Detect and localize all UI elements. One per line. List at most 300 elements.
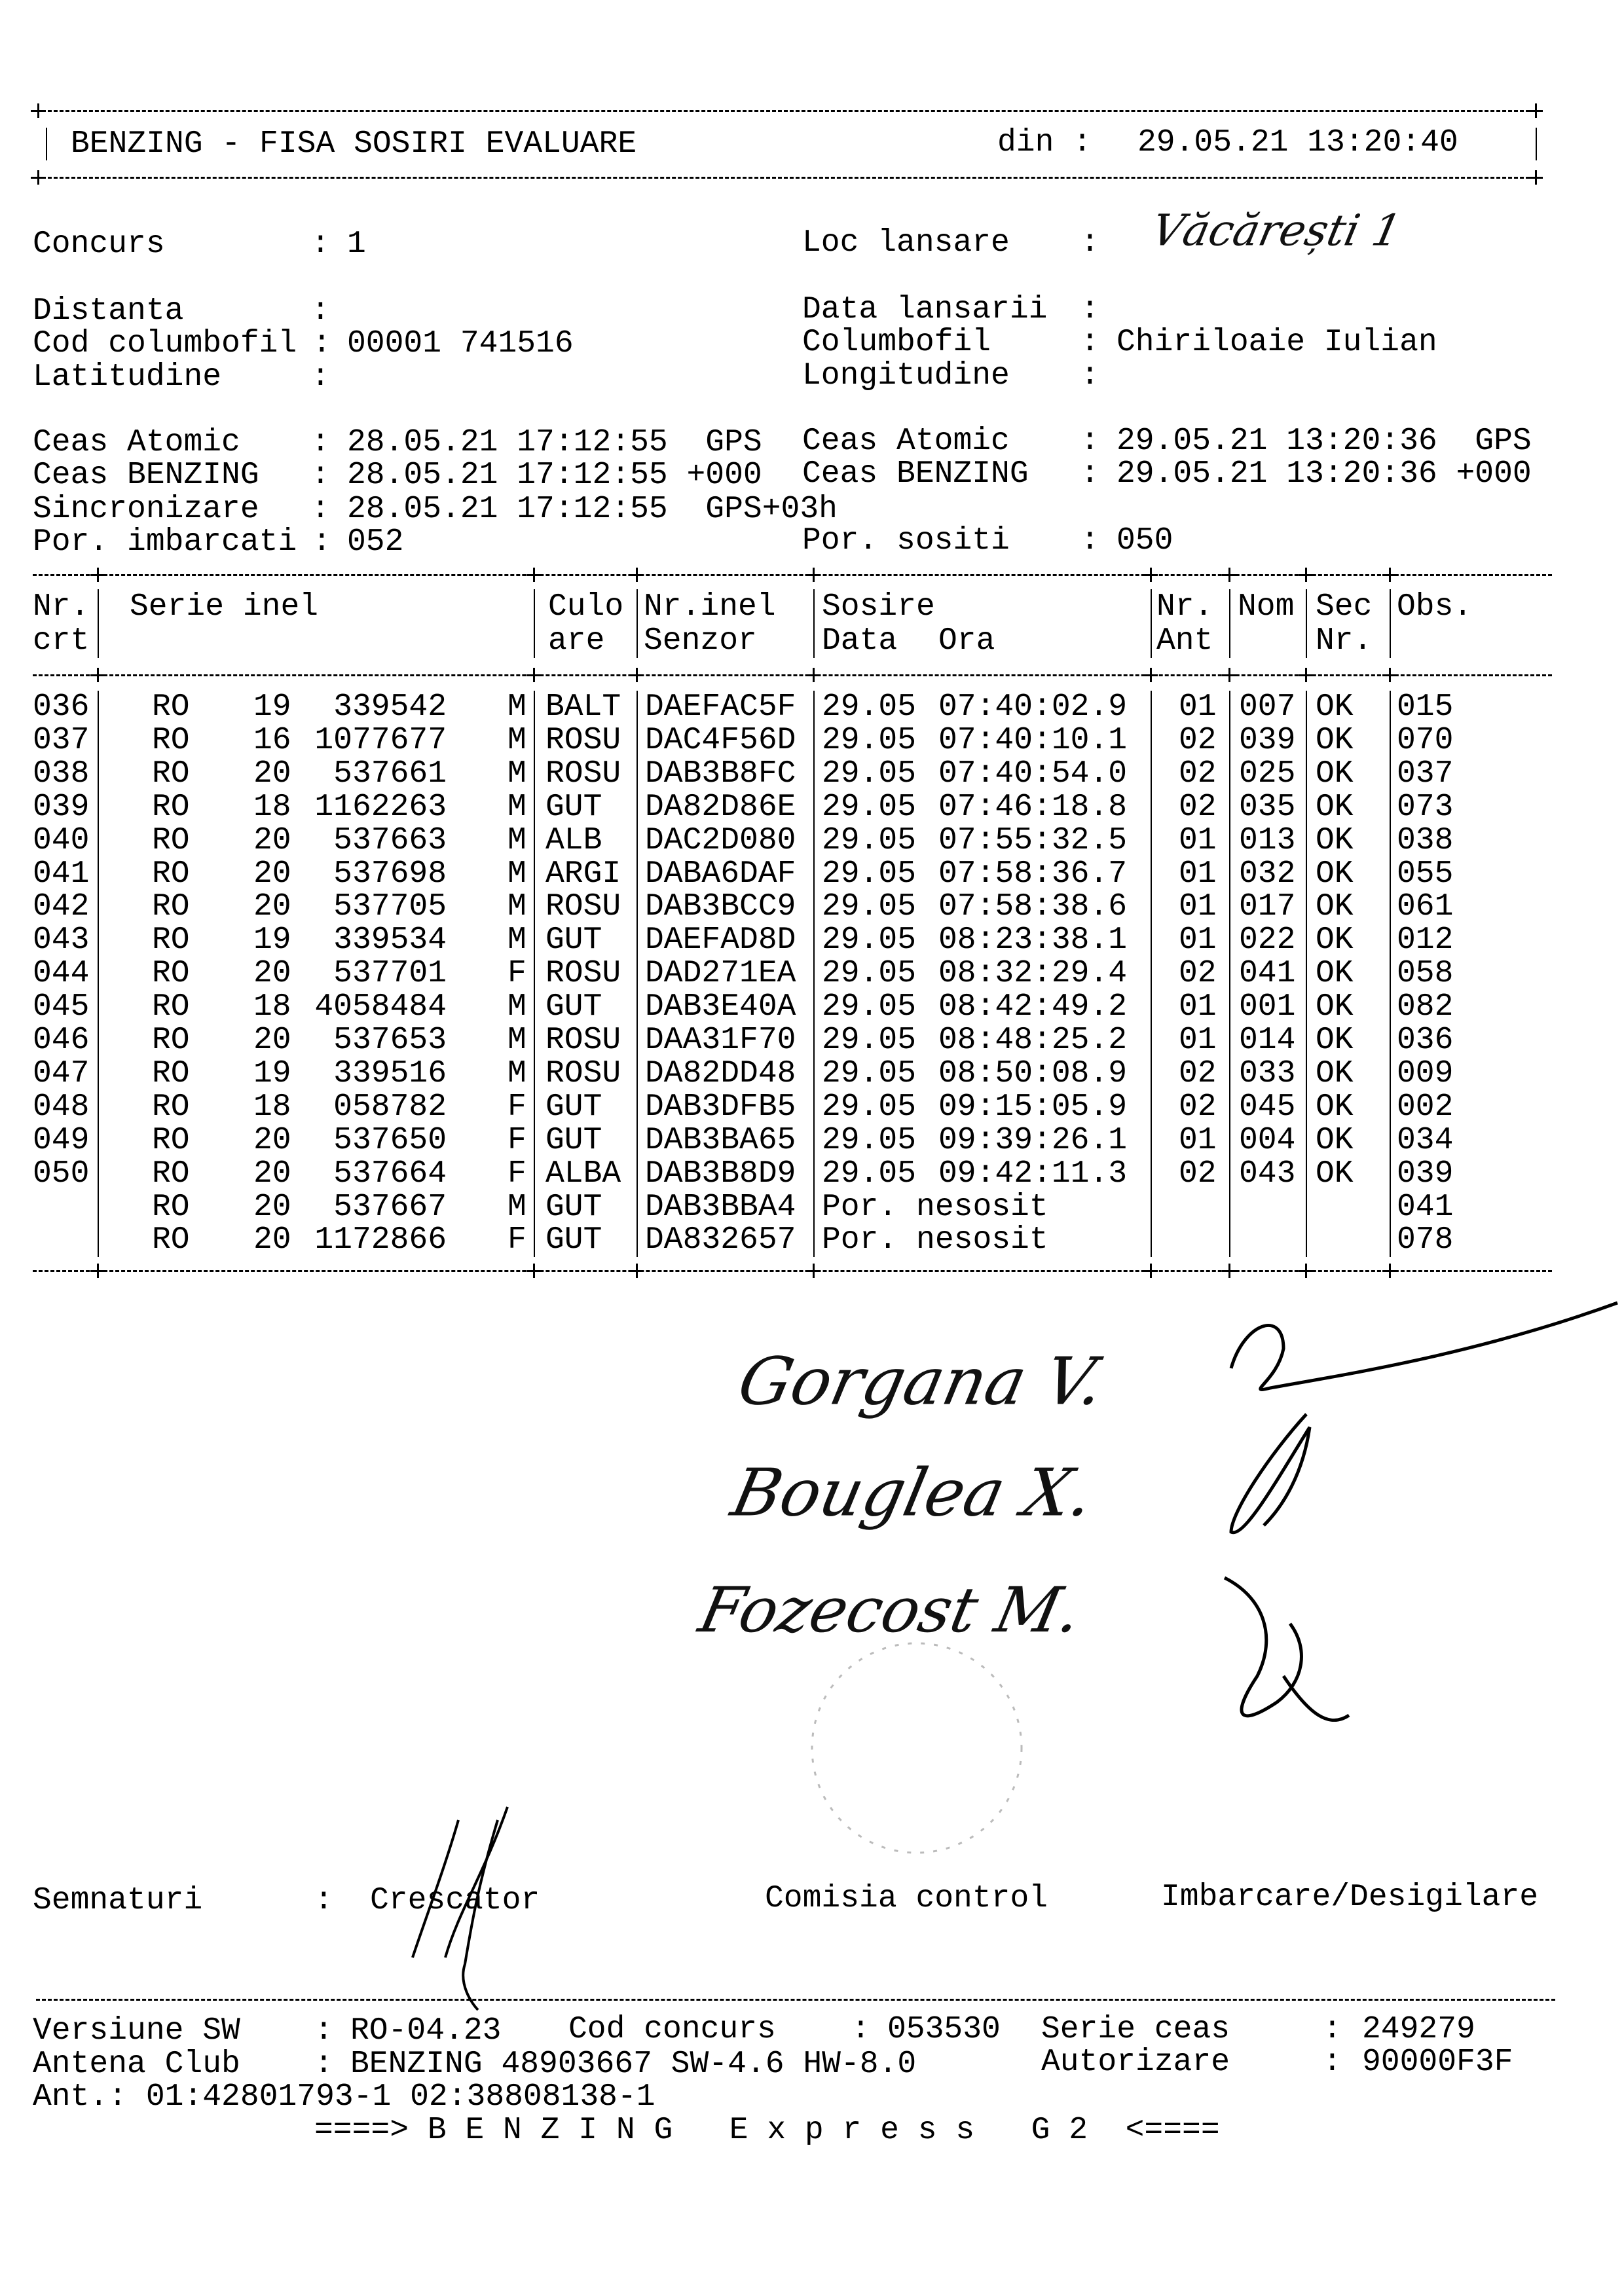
colon: :	[311, 492, 330, 527]
cell-sex: M	[507, 856, 526, 892]
cell-sosire-data: 29.05	[822, 856, 917, 892]
ceas-benzing-label: Ceas BENZING	[33, 458, 259, 493]
cell-sec-nr: OK	[1316, 956, 1354, 992]
cell-nr-ant: 02	[1179, 722, 1217, 758]
cell-obs: 039	[1397, 1156, 1454, 1192]
cell-sosire-data: 29.05	[822, 1023, 917, 1058]
cell-nr-crt: 044	[33, 956, 90, 992]
cell-nr-crt: 041	[33, 856, 90, 892]
cell-serie-country: RO	[152, 822, 190, 858]
cell-nr-inel-senzor: DAB3BA65	[645, 1122, 796, 1158]
col-header-data: Data	[822, 623, 898, 659]
cell-serie-country: RO	[152, 1122, 190, 1158]
autorizare-value: 90000F3F	[1362, 2045, 1513, 2080]
colon: :	[1080, 358, 1099, 393]
cell-sec-nr: OK	[1316, 889, 1354, 925]
cell-serie-country: RO	[152, 956, 190, 992]
cell-sosire-data: 29.05	[822, 1122, 917, 1158]
cell-serie-year: 20	[253, 956, 291, 992]
cell-obs: 002	[1397, 1089, 1454, 1125]
sincronizare-value: 28.05.21 17:12:55 GPS+03h	[347, 492, 838, 527]
cell-obs: 078	[1397, 1222, 1454, 1258]
cell-obs: 073	[1397, 789, 1454, 825]
ceas-atomic-label: Ceas Atomic	[33, 425, 240, 460]
cell-sosire-ora: 08:23:38.1	[938, 922, 1128, 958]
cell-nr-inel-senzor: DAEFAD8D	[645, 922, 796, 958]
imbarcati-value: 052	[347, 524, 404, 560]
colon: :	[314, 2047, 333, 2082]
cell-sosire-ora: 09:42:11.3	[938, 1156, 1128, 1192]
cell-sosire-ora: 07:40:02.9	[938, 689, 1128, 725]
cell-nr-ant: 02	[1179, 1089, 1217, 1125]
ceas-benzing-end: 29.05.21 13:20:36 +000	[1116, 456, 1532, 492]
cell-nr-ant: 01	[1179, 856, 1217, 892]
cell-serie-year: 20	[253, 1222, 291, 1258]
cell-serie-country: RO	[152, 922, 190, 958]
cell-nr-ant: 01	[1179, 1023, 1217, 1058]
handwritten-signature-1: Gorgana V.	[731, 1343, 1111, 1420]
ceas-benzing-label-2: Ceas BENZING	[802, 456, 1029, 492]
cell-sosire-ora: 08:48:25.2	[938, 1023, 1128, 1058]
cell-obs: 058	[1397, 956, 1454, 992]
cell-sosire-ora: 07:58:38.6	[938, 889, 1128, 925]
colon: :	[311, 425, 330, 460]
comisia-control-label: Comisia control	[765, 1881, 1048, 1916]
colon: :	[314, 1883, 333, 1918]
distanta-label: Distanta	[33, 293, 184, 329]
cell-sec-nr: OK	[1316, 722, 1354, 758]
colon: :	[1080, 325, 1099, 360]
cell-sosire-data: 29.05	[822, 822, 917, 858]
cell-sosire-data: 29.05	[822, 756, 917, 792]
scribble-3	[1225, 1578, 1349, 1721]
cell-serie-country: RO	[152, 1222, 190, 1258]
cell-nr-inel-senzor: DAB3B8D9	[645, 1156, 796, 1192]
cod-columbofil-value: 00001 741516	[347, 326, 574, 361]
cell-serie-year: 19	[253, 922, 291, 958]
colon: :	[1323, 2045, 1342, 2080]
cell-sosire-data: 29.05	[822, 889, 917, 925]
antenna-serials: Ant.: 01:42801793-1 02:38808138-1	[33, 2079, 655, 2115]
cell-nr-inel-senzor: DAD271EA	[645, 956, 796, 992]
cell-sosire-ora: 07:40:10.1	[938, 722, 1128, 758]
cell-serie-number: 537663	[333, 822, 447, 858]
cod-concurs-label: Cod concurs	[568, 2012, 776, 2047]
cell-sex: F	[507, 1222, 526, 1258]
cell-nr-ant: 02	[1179, 1156, 1217, 1192]
cell-sosire-data: 29.05	[822, 922, 917, 958]
cell-sec-nr: OK	[1316, 789, 1354, 825]
cell-obs: 015	[1397, 689, 1454, 725]
cell-serie-country: RO	[152, 989, 190, 1025]
cell-culoare: GUT	[545, 1189, 602, 1225]
cell-nr-crt: 042	[33, 889, 90, 925]
semnaturi-label: Semnaturi	[33, 1883, 203, 1918]
footer-rule	[36, 1999, 1555, 2001]
cell-serie-country: RO	[152, 1089, 190, 1125]
cell-sosire-data: Por. nesosit	[822, 1189, 1048, 1225]
cell-nr-inel-senzor: DABA6DAF	[645, 856, 796, 892]
cell-sex: M	[507, 722, 526, 758]
cell-nr-crt: 049	[33, 1122, 90, 1158]
cell-sex: F	[507, 1089, 526, 1125]
cell-nom: 022	[1239, 922, 1296, 958]
col-header-nom: Nom	[1238, 589, 1295, 625]
cell-sex: F	[507, 956, 526, 992]
cell-nr-crt: 050	[33, 1156, 90, 1192]
cell-nr-crt: 037	[33, 722, 90, 758]
col-header-senzor: Senzor	[644, 623, 757, 659]
cell-sec-nr: OK	[1316, 1023, 1354, 1058]
cell-serie-country: RO	[152, 722, 190, 758]
cell-sosire-data: 29.05	[822, 1055, 917, 1091]
cell-obs: 038	[1397, 822, 1454, 858]
cell-serie-number: 339534	[333, 922, 447, 958]
imbarcare-desigilare-label: Imbarcare/Desigilare	[1161, 1880, 1539, 1915]
cell-serie-number: 339516	[333, 1055, 447, 1091]
cell-nr-inel-senzor: DA82D86E	[645, 789, 796, 825]
cell-obs: 012	[1397, 922, 1454, 958]
din-label: din :	[997, 125, 1092, 160]
cell-nr-ant: 01	[1179, 989, 1217, 1025]
cell-serie-year: 19	[253, 1055, 291, 1091]
cell-sosire-ora: 08:32:29.4	[938, 956, 1128, 992]
cell-serie-country: RO	[152, 689, 190, 725]
cell-sosire-data: 29.05	[822, 1089, 917, 1125]
cell-nom: 007	[1239, 689, 1296, 725]
cell-nr-ant: 02	[1179, 756, 1217, 792]
cell-nom: 039	[1239, 722, 1296, 758]
cell-culoare: ROSU	[545, 722, 621, 758]
cell-culoare: ALB	[545, 822, 602, 858]
colon: :	[312, 326, 331, 361]
cell-nr-ant: 01	[1179, 1122, 1217, 1158]
cell-sosire-data: 29.05	[822, 689, 917, 725]
cell-nr-ant: 02	[1179, 956, 1217, 992]
cell-sex: M	[507, 1023, 526, 1058]
data-lansarii-label: Data lansarii	[802, 292, 1048, 327]
cell-serie-country: RO	[152, 889, 190, 925]
serie-ceas-label: Serie ceas	[1041, 2012, 1230, 2047]
cell-serie-number: 537653	[333, 1023, 447, 1058]
cell-obs: 082	[1397, 989, 1454, 1025]
cell-nom: 035	[1239, 789, 1296, 825]
col-header-serie-inel: Serie inel	[130, 589, 319, 625]
cell-serie-number: 1077677	[314, 722, 447, 758]
cell-sosire-ora: 08:42:49.2	[938, 989, 1128, 1025]
cell-obs: 070	[1397, 722, 1454, 758]
serie-ceas-value: 249279	[1362, 2012, 1475, 2047]
cell-serie-year: 16	[253, 722, 291, 758]
col-header-sec: Sec	[1316, 589, 1373, 625]
cell-nr-inel-senzor: DA82DD48	[645, 1055, 796, 1091]
cell-obs: 037	[1397, 756, 1454, 792]
antena-club-label: Antena Club	[33, 2047, 240, 2082]
cell-sosire-ora: 07:58:36.7	[938, 856, 1128, 892]
col-header-nr: Nr.	[33, 589, 90, 625]
scribble-1	[1231, 1303, 1617, 1390]
sincronizare-label: Sincronizare	[33, 492, 259, 527]
versiune-value: RO-04.23	[350, 2013, 502, 2049]
cell-serie-year: 20	[253, 889, 291, 925]
cell-sosire-ora: 08:50:08.9	[938, 1055, 1128, 1091]
cell-nom: 025	[1239, 756, 1296, 792]
cell-culoare: GUT	[545, 989, 602, 1025]
cell-nom: 041	[1239, 956, 1296, 992]
cell-serie-number: 1162263	[314, 789, 447, 825]
sositi-label: Por. sositi	[802, 523, 1010, 558]
ceas-benzing-start: 28.05.21 17:12:55 +000	[347, 458, 762, 493]
cell-sec-nr: OK	[1316, 1122, 1354, 1158]
cell-nr-crt: 036	[33, 689, 90, 725]
cell-obs: 055	[1397, 856, 1454, 892]
cell-culoare: ALBA	[545, 1156, 621, 1192]
cell-serie-country: RO	[152, 1023, 190, 1058]
cell-serie-year: 18	[253, 1089, 291, 1125]
cell-culoare: ROSU	[545, 1055, 621, 1091]
cell-sec-nr: OK	[1316, 689, 1354, 725]
latitudine-label: Latitudine	[33, 359, 222, 395]
cell-sec-nr: OK	[1316, 1055, 1354, 1091]
cell-sosire-data: Por. nesosit	[822, 1222, 1048, 1258]
col-header-obs: Obs.	[1397, 589, 1473, 625]
cell-serie-number: 537664	[333, 1156, 447, 1192]
cell-serie-country: RO	[152, 756, 190, 792]
cell-sosire-data: 29.05	[822, 789, 917, 825]
cell-serie-year: 19	[253, 689, 291, 725]
cell-nr-crt: 038	[33, 756, 90, 792]
col-header-nr-inel: Nr.inel	[644, 589, 776, 625]
cell-sex: M	[507, 922, 526, 958]
colon: :	[1323, 2012, 1342, 2047]
cell-sex: M	[507, 822, 526, 858]
cell-serie-number: 058782	[333, 1089, 447, 1125]
cell-serie-year: 20	[253, 1189, 291, 1225]
cell-culoare: ROSU	[545, 1023, 621, 1058]
cell-sex: M	[507, 756, 526, 792]
handwritten-signature-3: Fozecost M.	[693, 1575, 1088, 1647]
cell-sex: M	[507, 689, 526, 725]
cell-nr-inel-senzor: DAB3E40A	[645, 989, 796, 1025]
ceas-atomic-label-2: Ceas Atomic	[802, 424, 1010, 459]
cell-nom: 001	[1239, 989, 1296, 1025]
cell-sosire-data: 29.05	[822, 722, 917, 758]
cell-serie-year: 20	[253, 822, 291, 858]
cell-nom: 045	[1239, 1089, 1296, 1125]
sositi-value: 050	[1116, 523, 1173, 558]
colon: :	[1080, 424, 1099, 459]
cell-culoare: ARGI	[545, 856, 621, 892]
concurs-label: Concurs	[33, 227, 165, 262]
cell-sec-nr: OK	[1316, 856, 1354, 892]
colon: :	[311, 227, 330, 262]
cell-serie-year: 18	[253, 789, 291, 825]
columbofil-label: Columbofil	[802, 325, 991, 360]
cell-sosire-data: 29.05	[822, 989, 917, 1025]
crescator-label: Crescator	[370, 1883, 540, 1918]
cell-nr-inel-senzor: DA832657	[645, 1222, 796, 1258]
scribble-2	[1231, 1414, 1310, 1533]
cell-culoare: GUT	[545, 922, 602, 958]
cell-sosire-ora: 09:15:05.9	[938, 1089, 1128, 1125]
cell-nr-crt: 040	[33, 822, 90, 858]
cell-nr-inel-senzor: DAB3B8FC	[645, 756, 796, 792]
cell-serie-year: 20	[253, 1156, 291, 1192]
colon: :	[1080, 292, 1099, 327]
colon: :	[1080, 523, 1099, 558]
cell-nr-inel-senzor: DAC2D080	[645, 822, 796, 858]
col-header-crt: crt	[33, 623, 90, 659]
cell-sosire-ora: 07:40:54.0	[938, 756, 1128, 792]
din-value: 29.05.21 13:20:40	[1137, 125, 1458, 160]
cell-nr-inel-senzor: DAC4F56D	[645, 722, 796, 758]
cell-sec-nr: OK	[1316, 756, 1354, 792]
cell-obs: 036	[1397, 1023, 1454, 1058]
col-header-ora: Ora	[938, 623, 995, 659]
autorizare-label: Autorizare	[1041, 2045, 1230, 2080]
cell-serie-number: 537701	[333, 956, 447, 992]
cell-sex: M	[507, 1055, 526, 1091]
cell-sosire-ora: 09:39:26.1	[938, 1122, 1128, 1158]
columbofil-value: Chiriloaie Iulian	[1116, 325, 1437, 360]
cell-nom: 017	[1239, 889, 1296, 925]
cell-serie-year: 18	[253, 989, 291, 1025]
cell-serie-number: 537650	[333, 1122, 447, 1158]
col-header-sec-nr: Nr.	[1316, 623, 1373, 659]
cell-obs: 034	[1397, 1122, 1454, 1158]
colon: :	[311, 293, 330, 329]
col-header-culoare-2: are	[548, 623, 605, 659]
cod-concurs-value: 053530	[887, 2012, 1001, 2047]
cell-culoare: BALT	[545, 689, 621, 725]
cell-nr-inel-senzor: DAB3DFB5	[645, 1089, 796, 1125]
colon: :	[311, 458, 330, 493]
longitudine-label: Longitudine	[802, 358, 1010, 393]
cell-sec-nr: OK	[1316, 922, 1354, 958]
cell-culoare: ROSU	[545, 956, 621, 992]
loc-lansare-handwritten: Văcărești 1	[1147, 205, 1406, 256]
colon: :	[311, 359, 330, 395]
cell-nom: 033	[1239, 1055, 1296, 1091]
cell-sec-nr: OK	[1316, 1156, 1354, 1192]
cell-nr-inel-senzor: DAEFAC5F	[645, 689, 796, 725]
cell-serie-country: RO	[152, 1156, 190, 1192]
cell-sosire-data: 29.05	[822, 1156, 917, 1192]
cell-sex: M	[507, 1189, 526, 1225]
cell-nr-crt: 039	[33, 789, 90, 825]
col-header-nr-ant: Nr.	[1156, 589, 1213, 625]
cell-nr-ant: 01	[1179, 689, 1217, 725]
cell-obs: 009	[1397, 1055, 1454, 1091]
cell-serie-number: 537698	[333, 856, 447, 892]
cell-culoare: ROSU	[545, 889, 621, 925]
stamp-icon	[812, 1643, 1022, 1853]
cell-culoare: GUT	[545, 1222, 602, 1258]
antena-club-value: BENZING 48903667 SW-4.6 HW-8.0	[350, 2047, 917, 2082]
benzing-express-banner: ====> B E N Z I N G E x p r e s s G 2 <====	[314, 2113, 1220, 2148]
colon: :	[314, 2013, 333, 2049]
cell-culoare: GUT	[545, 789, 602, 825]
cell-nom: 032	[1239, 856, 1296, 892]
colon: :	[1080, 225, 1099, 261]
cell-culoare: ROSU	[545, 756, 621, 792]
cell-nr-ant: 02	[1179, 789, 1217, 825]
cell-obs: 041	[1397, 1189, 1454, 1225]
cell-serie-year: 20	[253, 856, 291, 892]
cell-nr-ant: 02	[1179, 1055, 1217, 1091]
document-title: BENZING - FISA SOSIRI EVALUARE	[71, 126, 637, 162]
cell-nom: 013	[1239, 822, 1296, 858]
cell-serie-country: RO	[152, 789, 190, 825]
cell-serie-number: 537705	[333, 889, 447, 925]
col-header-sosire: Sosire	[822, 589, 935, 625]
cell-serie-year: 20	[253, 1023, 291, 1058]
cell-nom: 043	[1239, 1156, 1296, 1192]
cell-serie-number: 339542	[333, 689, 447, 725]
cell-culoare: GUT	[545, 1122, 602, 1158]
cell-nr-ant: 01	[1179, 889, 1217, 925]
cell-sec-nr: OK	[1316, 1089, 1354, 1125]
cell-nr-ant: 01	[1179, 922, 1217, 958]
cell-nr-inel-senzor: DAB3BCC9	[645, 889, 796, 925]
colon: :	[851, 2012, 870, 2047]
colon: :	[312, 524, 331, 560]
cell-serie-number: 537667	[333, 1189, 447, 1225]
imbarcati-label: Por. imbarcati	[33, 524, 297, 560]
cell-serie-country: RO	[152, 856, 190, 892]
cell-nr-crt: 043	[33, 922, 90, 958]
cod-columbofil-label: Cod columbofil	[33, 326, 297, 361]
cell-nr-inel-senzor: DAB3BBA4	[645, 1189, 796, 1225]
cell-nr-crt: 048	[33, 1089, 90, 1125]
cell-sosire-data: 29.05	[822, 956, 917, 992]
cell-serie-year: 20	[253, 756, 291, 792]
col-header-ant: Ant	[1156, 623, 1213, 659]
cell-serie-number: 1172866	[314, 1222, 447, 1258]
cell-nr-crt: 047	[33, 1055, 90, 1091]
cell-sosire-ora: 07:46:18.8	[938, 789, 1128, 825]
cell-obs: 061	[1397, 889, 1454, 925]
cell-nr-inel-senzor: DAA31F70	[645, 1023, 796, 1058]
loc-lansare-label: Loc lansare	[802, 225, 1010, 261]
concurs-value: 1	[347, 227, 366, 262]
cell-sex: F	[507, 1156, 526, 1192]
cell-sex: F	[507, 1122, 526, 1158]
cell-nom: 004	[1239, 1122, 1296, 1158]
cell-sex: M	[507, 989, 526, 1025]
cell-culoare: GUT	[545, 1089, 602, 1125]
cell-serie-country: RO	[152, 1055, 190, 1091]
cell-serie-year: 20	[253, 1122, 291, 1158]
ceas-atomic-start: 28.05.21 17:12:55 GPS	[347, 425, 762, 460]
cell-serie-number: 4058484	[314, 989, 447, 1025]
cell-nr-crt: 046	[33, 1023, 90, 1058]
cell-sec-nr: OK	[1316, 989, 1354, 1025]
cell-nr-ant: 01	[1179, 822, 1217, 858]
cell-nom: 014	[1239, 1023, 1296, 1058]
cell-sex: M	[507, 889, 526, 925]
cell-serie-number: 537661	[333, 756, 447, 792]
cell-sec-nr: OK	[1316, 822, 1354, 858]
cell-serie-country: RO	[152, 1189, 190, 1225]
ceas-atomic-end: 29.05.21 13:20:36 GPS	[1116, 424, 1532, 459]
colon: :	[1080, 456, 1099, 492]
handwritten-signature-2: Bouglea X.	[725, 1454, 1101, 1531]
cell-nr-crt: 045	[33, 989, 90, 1025]
cell-sex: M	[507, 789, 526, 825]
col-header-culoare-1: Culo	[548, 589, 624, 625]
versiune-label: Versiune SW	[33, 2013, 240, 2049]
